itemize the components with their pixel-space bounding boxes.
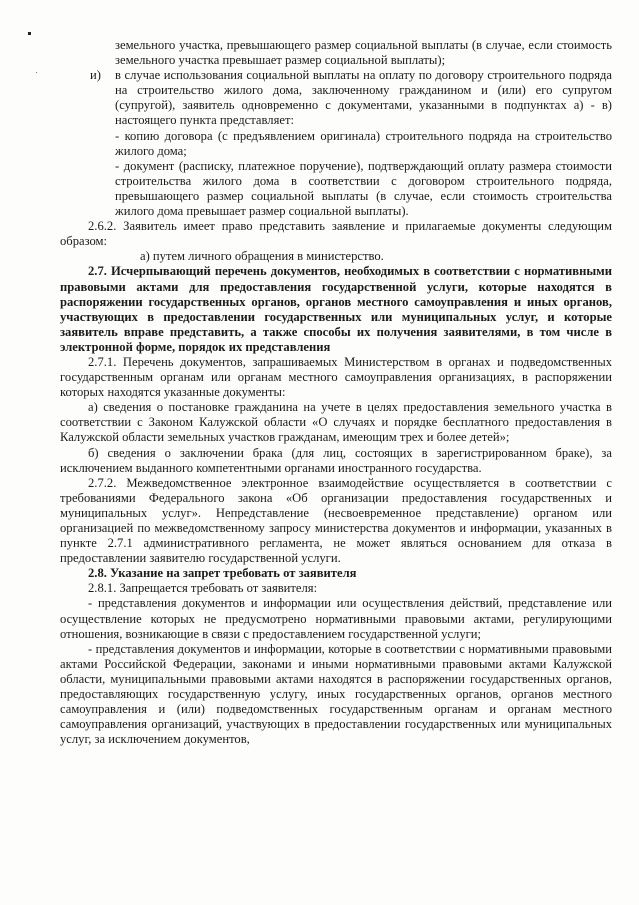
document-body [60,38,612,747]
list-item-i [60,68,612,219]
paragraph-2-7-1-b: б) сведения о заключении брака (для лиц, состоящих в зарегистрированном браке), за исключением выданного компетентными органами иностранного государства. [60,445,612,475]
scan-speck [28,32,31,35]
paragraph-2-7-1: 2.7.1. Перечень документов, запрашиваемых Министерством в органах и подведомственных государственным органам или органам местного самоуправления организациях, в распоряжении которых находятся указанные документы: [60,354,612,400]
paragraph-2-7-1-a: а) сведения о постановке гражданина на учете в целях предоставления земельного участка в соответствии с Законом Калужской области «О случаях и порядке бесплатного предоставления в Калужской области земельных участков гражданам, имеющим трех и более детей»; [60,400,612,445]
list-item-label: и) [90,68,101,83]
paragraph-2-8-1-b: - представления документов и информации, которые в соответствии с нормативными правовыми актами Российской Федерации, законами и иными нормативными правовыми актами Калужской области, муниципальными правовыми актами находятся в распоряжении государственных органов, предоставляющих государственную услугу, иных государственных органов, органов местного самоуправления и (или) подведомственных государственным органам и органам местного самоуправления организаций, участвующих в предоставлении государственных или муниципальных услуг, за исключением документов, [60,641,612,747]
paragraph-2-7-2: 2.7.2. Межведомственное электронное взаимодействие осуществляется в соответствии с требованиями Федерального закона «Об организации предоставления государственных и муниципальных услуг». Непредставление (несвоевременное представление) органом или организацией по межведомственному запросу министерства документов и информации, указанных в пункте 2.7.1 административного регламента, не может являться основанием для отказа в предоставлении заявителю государственной услуги. [60,475,612,566]
list-item-dash: - копию договора (с предъявлением оригинала) строительного подряда на строительство жилого дома; [115,128,612,158]
section-heading-2-8: 2.8. Указание на запрет требовать от заявителя [88,566,357,581]
list-item-dash: - документ (расписку, платежное поручение), подтверждающий оплату размера стоимости строительства жилого дома в соответствии с договором строительного подряда, превышающего размер социальной выплаты (в случае, если стоимость строительства жилого дома превышает размер социальной выплаты). [115,158,612,219]
scan-speck [36,72,37,73]
paragraph-2-8-1-a: - представления документов и информации или осуществления действий, представление или осуществление которых не предусмотрено нормативными правовыми актами, регулирующими отношения, возникающие в связи с предоставлением государственной услуги; [60,596,612,641]
list-item-text: в случае использования социальной выплаты на оплату по договору строительного подряда на строительство жилого дома, заключенному гражданином и (или) его супругом (супругой), заявитель одновременно с документами, указанными в подпунктах а) - в) настоящего пункта представляет: [115,68,612,128]
section-heading-2-7: 2.7. Исчерпывающий перечень документов, необходимых в соответствии с нормативными правовыми актами для предоставления государственной услуги, которые находятся в распоряжении государственных органов, органов местного самоуправления и иных органов, участвующих в предоставлении государственных или муниципальных услуг, и которые заявитель вправе представить, а также способы их получения заявителями, в том числе в электронной форме, порядок их представления [60,264,612,354]
paragraph-2-6-2-a: а) путем личного обращения в министерство. [140,249,384,264]
paragraph-2-6-2: 2.6.2. Заявитель имеет право представить заявление и прилагаемые документы следующим образом: [60,219,612,249]
paragraph-2-8-1: 2.8.1. Запрещается требовать от заявителя: [88,581,318,596]
paragraph-continuation: земельного участка, превышающего размер социальной выплаты (в случае, если стоимость земельного участка превышает размер социальной выплаты); [115,38,612,68]
